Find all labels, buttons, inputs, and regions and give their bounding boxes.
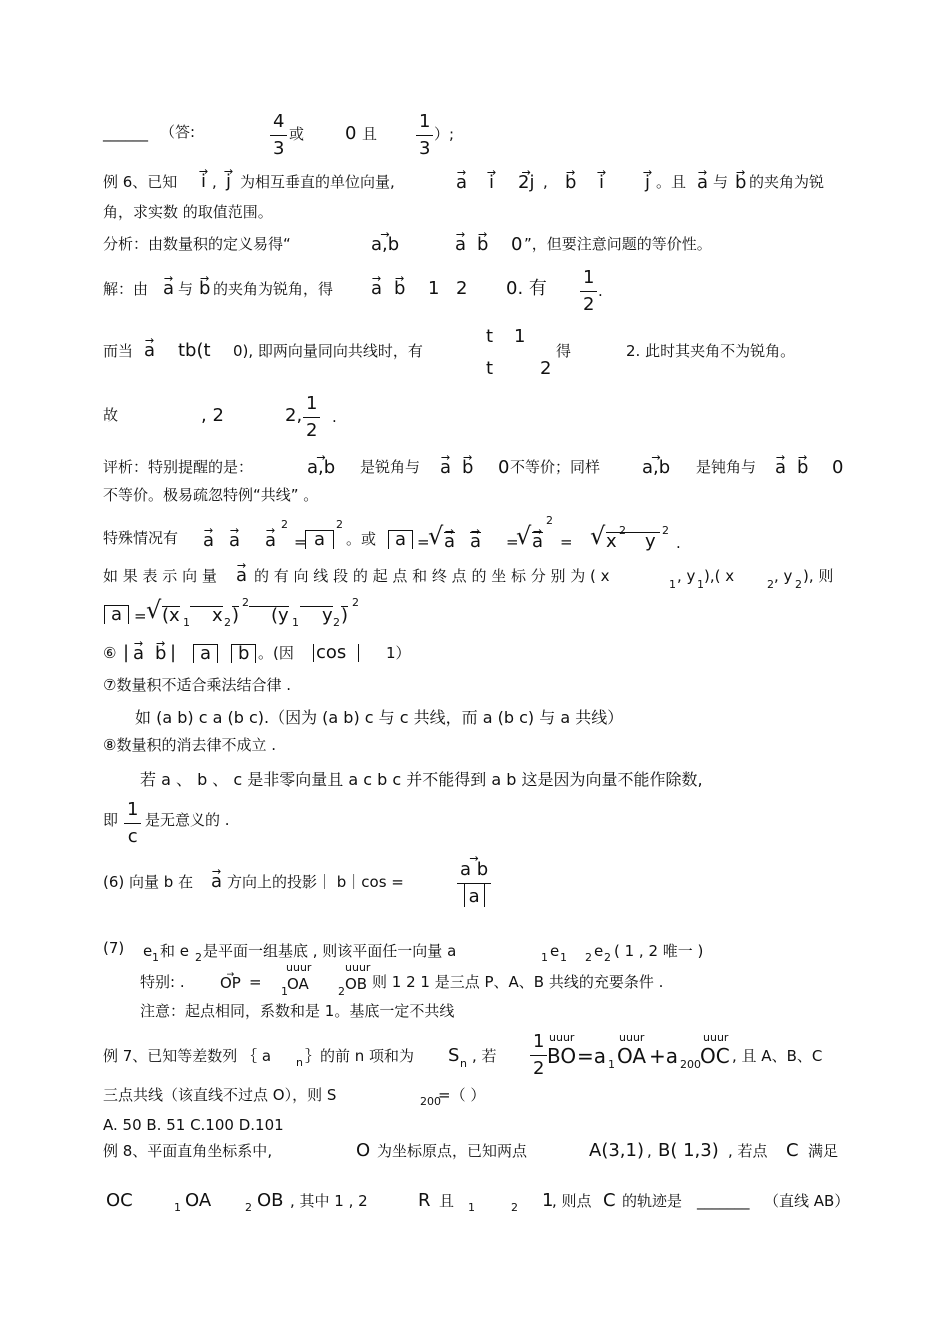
vec-b: → b bbox=[199, 280, 210, 298]
O-point: O bbox=[356, 1140, 371, 1161]
vec-a: → a bbox=[440, 459, 451, 477]
y-var: y bbox=[645, 532, 660, 551]
vec-b: → b bbox=[462, 459, 473, 477]
frac-den: 2 bbox=[583, 293, 595, 315]
jie-label: 即 bbox=[103, 811, 119, 829]
x-term: (x bbox=[162, 605, 180, 626]
superscript-2: 2 bbox=[352, 596, 359, 609]
so-label: 故 bbox=[103, 406, 119, 424]
ex6-tail2: 的夹角为锐 bbox=[749, 173, 825, 191]
vec-ab-pair2: → a,b bbox=[642, 459, 670, 477]
subscript-200: 200 bbox=[420, 1095, 441, 1108]
frac-num: 1 bbox=[416, 112, 433, 136]
item-7b-label: (7) bbox=[103, 939, 125, 957]
example-7-label: 例 7、已知等差数列 ｛ a bbox=[103, 1047, 272, 1065]
subscript-1: 1 bbox=[541, 951, 548, 964]
vec-ab-pair: → a,b bbox=[307, 459, 335, 477]
subscript-2: 2 bbox=[767, 578, 774, 591]
item-7b-tail: 是平面一组基底 , 则该平面任一向量 a bbox=[203, 942, 457, 960]
subscript-2: 2 bbox=[333, 616, 340, 629]
uuur-mark: uuur bbox=[286, 961, 312, 974]
fraction-four-thirds bbox=[270, 112, 287, 159]
sqrt-sign: √ bbox=[590, 522, 606, 550]
sqrt-sign: √ bbox=[146, 596, 162, 624]
frac-den: 2 bbox=[306, 419, 318, 441]
ex6-tail: 。且 bbox=[656, 173, 687, 191]
subscript-1: 1 bbox=[669, 578, 676, 591]
subscript-1: 1 bbox=[292, 616, 299, 629]
abs-a2: a bbox=[388, 530, 413, 549]
answer-blank: ______ bbox=[103, 124, 148, 142]
abs-b: b bbox=[231, 644, 256, 663]
when-tail: 2. 此时其夹角不为锐角。 bbox=[626, 342, 796, 360]
vec-oa: OA bbox=[185, 1190, 212, 1211]
or-text: 。或 bbox=[346, 530, 377, 548]
vec-j: → j bbox=[226, 173, 231, 191]
ex7-tail: , 且 A、B、C bbox=[732, 1047, 823, 1065]
y-term2: y bbox=[300, 606, 333, 625]
vec-i2: → i bbox=[489, 174, 494, 192]
fraction-half bbox=[530, 1032, 547, 1079]
solution-mid: 的夹角为锐角，得 bbox=[213, 280, 334, 298]
num-1: 1 bbox=[428, 278, 440, 299]
subscript-2: 2 bbox=[245, 1201, 252, 1214]
frac-den: c bbox=[127, 825, 138, 847]
special-label: 特殊情况有 bbox=[103, 529, 179, 547]
item-6-tail: 。(因 bbox=[258, 644, 294, 662]
vec-a: → a bbox=[163, 280, 174, 298]
frac-den: 2 bbox=[533, 1057, 545, 1079]
special2-label: 特别: . bbox=[140, 973, 185, 991]
two-value: 2 bbox=[540, 358, 552, 379]
frac-num: → a b bbox=[457, 860, 491, 884]
and-e: 和 e bbox=[160, 942, 189, 960]
item-7-label: ⑦数量积不适合乘法结合律 . bbox=[103, 676, 291, 694]
subscript-1: 1 bbox=[152, 951, 159, 964]
ex8b-tail2: 的轨迹是 bbox=[622, 1192, 683, 1210]
vec-a2: → a bbox=[697, 174, 708, 192]
comma: , bbox=[647, 1142, 652, 1160]
vec-2j: → 2j bbox=[518, 174, 534, 192]
vec-a: → a bbox=[144, 342, 155, 360]
vec-a: → a bbox=[456, 174, 467, 192]
ifvec-text: 如 果 表 示 向 量 bbox=[103, 567, 217, 585]
proj-mid: 方向上的投影｜ b｜cos = bbox=[227, 873, 404, 891]
subscript-2: 2 bbox=[224, 616, 231, 629]
period: . bbox=[598, 282, 603, 300]
vec-a: → a bbox=[203, 532, 214, 550]
item-8-label: ⑧数量积的消去律不成立 . bbox=[103, 736, 276, 754]
analysis-label: 分析：由数量积的定义易得“ bbox=[103, 235, 291, 253]
e-var: e bbox=[143, 942, 153, 960]
solution-zero: 0. 有 bbox=[506, 278, 547, 299]
vec-i3: → i bbox=[599, 174, 604, 192]
subscript-n: n bbox=[296, 1056, 303, 1069]
subscript-1: 1 bbox=[560, 951, 567, 964]
point-B: B( 1,3) bbox=[658, 1140, 719, 1161]
frac-den: 3 bbox=[273, 137, 285, 159]
subscript-2: 2 bbox=[511, 1201, 518, 1214]
analysis-tail: ”，但要注意问题的等价性。 bbox=[524, 235, 712, 253]
jie-tail: 是无意义的 . bbox=[145, 811, 230, 829]
frac-den: 3 bbox=[419, 137, 431, 159]
vec-a2: → a bbox=[775, 459, 786, 477]
vec-b2: → b bbox=[797, 459, 808, 477]
sqrt-sign: √ bbox=[516, 522, 532, 550]
answer-label: （答: bbox=[160, 123, 196, 141]
e-var: e bbox=[594, 942, 604, 960]
y-var: , y bbox=[677, 567, 696, 585]
ex7-line2: 三点共线（该直线不过点 O），则 S bbox=[103, 1086, 337, 1104]
eval-line2: 不等价。极易疏忽特例“共线” 。 bbox=[103, 486, 319, 504]
ex8-if: , 若点 bbox=[728, 1142, 768, 1160]
when-zero: 0), 即两向量同向共线时，有 bbox=[233, 342, 423, 360]
vec-bo: BO bbox=[547, 1044, 577, 1068]
vec-oc: OC bbox=[700, 1044, 730, 1068]
subscript-2: 2 bbox=[604, 951, 611, 964]
with-text: 与 bbox=[178, 280, 194, 298]
superscript-2: 2 bbox=[336, 518, 343, 531]
or-text: 或 bbox=[289, 125, 305, 143]
one-value: 1 bbox=[514, 326, 526, 347]
and-text: 且 bbox=[362, 125, 378, 143]
solution-label: 解：由 bbox=[103, 280, 149, 298]
frac-num: 1 bbox=[124, 800, 141, 824]
ifvec-mid: 的 有 向 线 段 的 起 点 和 终 点 的 坐 标 分 别 为 ( x bbox=[254, 567, 610, 585]
period: . bbox=[332, 408, 337, 426]
C-point: C bbox=[603, 1190, 616, 1211]
subscript-200: 200 bbox=[680, 1058, 701, 1071]
equals: = bbox=[249, 973, 262, 991]
superscript-2: 2 bbox=[546, 514, 553, 527]
item-6-label: ⑥ bbox=[103, 644, 117, 662]
example-6-label: 例 6、已知 bbox=[103, 173, 178, 191]
y-term: (y bbox=[249, 606, 289, 625]
ex6-line2: 角，求实数 的取值范围。 bbox=[103, 203, 273, 221]
subscript-2: 2 bbox=[585, 951, 592, 964]
eq-a: =a bbox=[577, 1044, 607, 1068]
paren: ) bbox=[232, 605, 240, 626]
comma: , bbox=[212, 173, 217, 191]
t-value: t bbox=[486, 326, 494, 347]
subscript-1: 1 bbox=[608, 1058, 615, 1071]
vec-op: → OP bbox=[220, 976, 241, 991]
eval-mid2: 不等价；同样 bbox=[510, 458, 601, 476]
paren-close: ）; bbox=[434, 125, 455, 143]
equals: = bbox=[294, 533, 307, 551]
subscript-1: 1 bbox=[174, 1201, 181, 1214]
fraction-projection bbox=[457, 860, 491, 907]
vec-oc: OC bbox=[106, 1190, 133, 1211]
subscript-2: 2 bbox=[795, 578, 802, 591]
ifvec-tail: ), 则 bbox=[803, 567, 834, 585]
R-set: R bbox=[418, 1190, 431, 1211]
zero-value2: 0 bbox=[832, 457, 844, 478]
subscript-2: 2 bbox=[338, 985, 345, 998]
when-label: 而当 bbox=[103, 342, 134, 360]
fraction-half bbox=[580, 268, 597, 315]
x-term2: x bbox=[190, 606, 223, 625]
vec-a: → a bbox=[236, 567, 247, 585]
superscript-2: 2 bbox=[619, 524, 626, 537]
subscript-n: n bbox=[460, 1057, 467, 1070]
period: . bbox=[676, 534, 681, 552]
frac-num: 1 bbox=[530, 1032, 547, 1056]
special2-then: 则 1 2 1 是三点 P、A、B 共线的充要条件 . bbox=[372, 973, 664, 991]
ex7-line2b: =（ ） bbox=[438, 1086, 486, 1104]
subscript-2: 2 bbox=[195, 951, 202, 964]
one-value: 1 bbox=[542, 1190, 554, 1211]
frac-num: 4 bbox=[270, 112, 287, 136]
vec-a: → a bbox=[265, 532, 276, 550]
sqrt-sign: √ bbox=[428, 522, 444, 550]
abs-open: | bbox=[123, 642, 130, 663]
item-7b-tail3: ( 1 , 2 唯一 ) bbox=[614, 942, 704, 960]
if-text: , 若 bbox=[472, 1047, 497, 1065]
get-text: 得 bbox=[556, 342, 572, 360]
example-8-label: 例 8、平面直角坐标系中, bbox=[103, 1142, 273, 1160]
plus-a: +a bbox=[649, 1044, 679, 1068]
superscript-2: 2 bbox=[281, 518, 288, 531]
abs-a: a bbox=[305, 530, 334, 549]
and-text: 且 bbox=[439, 1192, 455, 1210]
with-text: 与 bbox=[713, 173, 729, 191]
abs-a: a bbox=[104, 605, 129, 624]
item-6-end: 1） bbox=[386, 644, 411, 662]
eval-label: 评析：特别提醒的是： bbox=[103, 458, 254, 476]
fraction-one-third bbox=[416, 112, 433, 159]
vec-a: → a bbox=[532, 532, 543, 551]
uuur-mark: uuur bbox=[703, 1031, 729, 1044]
so-range1: , 2 bbox=[201, 405, 224, 426]
so-range2: 2, bbox=[285, 405, 303, 426]
S-var: S bbox=[448, 1045, 460, 1066]
superscript-2: 2 bbox=[662, 524, 669, 537]
paren: ) bbox=[341, 605, 349, 626]
zero-value: 0 bbox=[345, 123, 357, 144]
equals: = bbox=[134, 607, 147, 625]
ex8b-mid: , 其中 1 , 2 bbox=[290, 1192, 368, 1210]
uuur-mark: uuur bbox=[345, 961, 371, 974]
ex7-mid: ｝的前 n 项和为 bbox=[305, 1047, 415, 1065]
vec-ob: OB bbox=[345, 975, 368, 993]
t-value2: t bbox=[486, 358, 494, 379]
x-var: x bbox=[606, 532, 649, 551]
equals: = bbox=[506, 533, 519, 551]
ex8-tail: 满足 bbox=[808, 1142, 839, 1160]
superscript-2: 2 bbox=[242, 596, 249, 609]
vec-a: → a bbox=[455, 236, 466, 254]
when-tb: tb(t bbox=[178, 340, 211, 361]
vec-b: → b bbox=[155, 645, 166, 663]
equals: = bbox=[417, 533, 430, 551]
subscript-1: 1 bbox=[183, 616, 190, 629]
ex6-desc: 为相互垂直的单位向量, bbox=[240, 173, 395, 191]
num-2: 2 bbox=[456, 278, 468, 299]
item-7-example: 如 (a b) c a (b c).（因为 (a b) c 与 c 共线，而 a (b c) 与 a 共线） bbox=[135, 708, 624, 727]
fraction-one-over-c bbox=[124, 800, 141, 847]
vec-ob: OB bbox=[257, 1190, 284, 1211]
uuur-mark: uuur bbox=[619, 1031, 645, 1044]
ifvec-mid2: ),( x bbox=[704, 567, 735, 585]
proj-label: (6) 向量 b 在 bbox=[103, 873, 194, 891]
e-var: e bbox=[550, 942, 560, 960]
vec-b: → b bbox=[565, 174, 576, 192]
point-A: A(3,1) bbox=[589, 1140, 644, 1161]
answer-blank: _______ bbox=[697, 1192, 750, 1210]
frac-num: 1 bbox=[303, 394, 320, 418]
vec-a: → a bbox=[444, 532, 455, 551]
vec-j3: → j bbox=[645, 174, 650, 192]
eval-mid3: 是钝角与 bbox=[696, 458, 757, 476]
vec-b: → b bbox=[477, 236, 488, 254]
comma2: , bbox=[543, 173, 548, 191]
equals: = bbox=[560, 533, 573, 551]
ex8-mid: 为坐标原点，已知两点 bbox=[377, 1142, 528, 1160]
subscript-1: 1 bbox=[281, 985, 288, 998]
vec-ab-pair: → a,b bbox=[371, 236, 399, 254]
ex7-options: A. 50 B. 51 C.100 D.101 bbox=[103, 1116, 284, 1134]
zero-value: 0 bbox=[498, 457, 510, 478]
fraction-half bbox=[303, 394, 320, 441]
vec-b2: → b bbox=[394, 280, 405, 298]
vec-i: → i bbox=[201, 173, 206, 191]
uuur-mark: uuur bbox=[549, 1031, 575, 1044]
vec-oa: OA bbox=[617, 1044, 647, 1068]
frac-num: 1 bbox=[580, 268, 597, 292]
vec-a2: → a bbox=[371, 280, 382, 298]
vec-b2: → b bbox=[735, 174, 746, 192]
vec-a: → a bbox=[229, 532, 240, 550]
vec-a: → a bbox=[133, 645, 144, 663]
y-var: , y bbox=[774, 567, 793, 585]
item-8-example: 若 a 、 b 、 c 是非零向量且 a c b c 并不能得到 a b 这是因为向量不能作除数, bbox=[140, 770, 703, 789]
subscript-1: 1 bbox=[697, 578, 704, 591]
subscript-1: 1 bbox=[468, 1201, 475, 1214]
abs-close: | bbox=[170, 642, 177, 663]
vec-a: → a bbox=[470, 532, 481, 551]
abs-a: a bbox=[193, 644, 218, 663]
cos-term: cos bbox=[313, 644, 359, 662]
vec-a: → a bbox=[211, 873, 222, 891]
eval-mid: 是锐角与 bbox=[360, 458, 421, 476]
frac-den: a bbox=[464, 884, 485, 907]
vec-oa: OA bbox=[287, 975, 309, 993]
C-point: C bbox=[786, 1140, 799, 1161]
zero-value: 0 bbox=[511, 234, 523, 255]
answer-text: （直线 AB） bbox=[764, 1192, 850, 1210]
note-text: 注意：起点相同，系数和是 1。基底一定不共线 bbox=[140, 1002, 455, 1020]
ex8b-tail: , 则点 bbox=[552, 1192, 592, 1210]
